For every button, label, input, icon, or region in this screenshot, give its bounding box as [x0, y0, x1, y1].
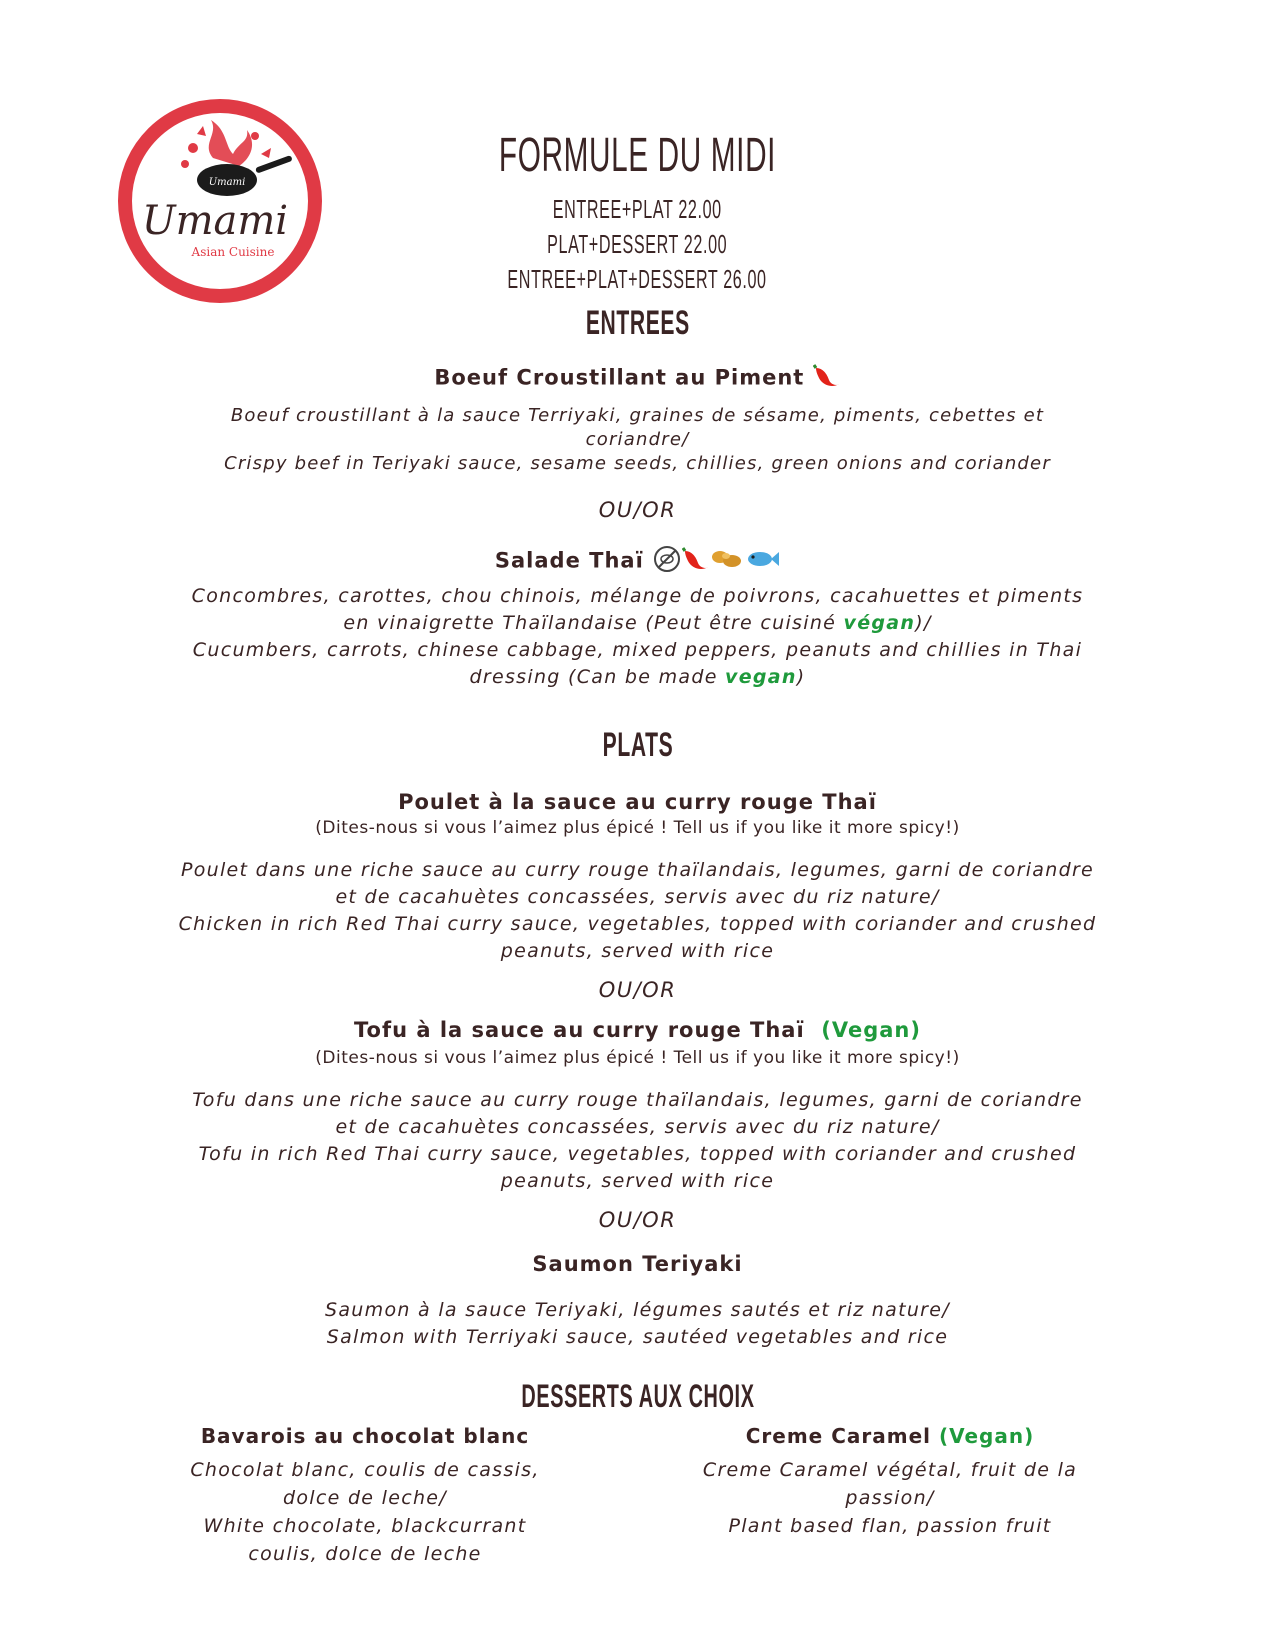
vegan-badge: (Vegan) — [938, 1424, 1035, 1448]
logo-brand-text: Umami — [141, 198, 289, 244]
fish-icon — [744, 547, 780, 576]
dish-title-saumon: Saumon Teriyaki — [532, 1252, 743, 1276]
peanut-icon — [710, 547, 744, 576]
dessert-desc: coulis, dolce de leche — [248, 1543, 482, 1565]
dish-desc-fr: Concombres, carottes, chou chinois, mélange de poivrons, cacahuettes et piments — [191, 585, 1084, 607]
dessert-desc: Chocolat blanc, coulis de cassis, — [190, 1459, 540, 1481]
dessert-desc: dolce de leche/ — [283, 1487, 447, 1509]
dish-desc-fr: et de cacahuètes concassées, servis avec du riz nature/ — [335, 1116, 940, 1138]
price-line: ENTREE+PLAT+DESSERT 26.00 — [507, 264, 768, 294]
dish-desc-en: Cucumbers, carrots, chinese cabbage, mixed peppers, peanuts and chillies in Thai — [192, 639, 1083, 661]
price-line: ENTREE+PLAT 22.00 — [553, 194, 722, 224]
section-heading-plats: PLATS — [602, 726, 673, 764]
dessert-desc: Creme Caramel végétal, fruit de la — [702, 1459, 1078, 1481]
logo-pan-text: Umami — [208, 177, 246, 188]
dish-desc-en: Salmon with Terriyaki sauce, sautéed vegetables and rice — [326, 1326, 949, 1348]
logo-subtitle-text: Asian Cuisine — [191, 245, 275, 259]
or-separator: OU/OR — [598, 498, 677, 522]
dessert-title — [670, 1424, 1110, 1448]
plats-heading-wrapper — [0, 726, 1275, 765]
dish-title-tofu — [0, 1018, 1275, 1042]
no-meat-icon — [652, 544, 682, 579]
dish-title-text: Tofu à la sauce au curry rouge Thaï — [354, 1018, 805, 1042]
dish-title-text: Boeuf Croustillant au Piment — [434, 365, 805, 390]
dish-desc-fr: coriandre/ — [585, 429, 690, 450]
price-line-1-wrapper — [0, 194, 1275, 225]
dish-desc-fr: Saumon à la sauce Teriyaki, légumes sautés et riz nature/ — [325, 1299, 950, 1321]
vegan-badge: (Vegan) — [821, 1018, 921, 1042]
dish-title-salade — [0, 544, 1275, 579]
or-separator: OU/OR — [598, 1208, 677, 1232]
dish-title-text: Salade Thaï — [494, 548, 644, 573]
dessert-title: Bavarois au chocolat blanc — [200, 1424, 530, 1448]
dessert-left — [160, 1424, 570, 1568]
dessert-right — [670, 1424, 1110, 1540]
or-separator: OU/OR — [598, 978, 677, 1002]
vegan-highlight: végan — [843, 612, 916, 634]
desc-text: ) — [796, 666, 806, 688]
section-heading-desserts: DESSERTS AUX CHOIX — [520, 1378, 755, 1414]
dessert-desc: White chocolate, blackcurrant — [203, 1515, 527, 1537]
dessert-title-text: Creme Caramel — [745, 1424, 931, 1448]
page-title: FORMULE DU MIDI — [498, 129, 777, 182]
dish-desc-fr: Boeuf croustillant à la sauce Terriyaki, graines de sésame, piments, cebettes et — [230, 405, 1045, 426]
dish-desc-en: Chicken in rich Red Thai curry sauce, vegetables, topped with coriander and crushed — [178, 913, 1097, 935]
vegan-highlight: vegan — [725, 666, 797, 688]
dish-desc-en: peanuts, served with rice — [500, 1170, 775, 1192]
spice-note: (Dites-nous si vous l’aimez plus épicé ! Tell us if you like it more spicy!) — [315, 1048, 960, 1068]
dish-desc-fr: et de cacahuètes concassées, servis avec du riz nature/ — [335, 886, 940, 908]
dish-desc-en: Crispy beef in Teriyaki sauce, sesame seeds, chillies, green onions and coriander — [224, 453, 1051, 474]
desc-text: dressing (Can be made — [469, 666, 726, 688]
price-line-2-wrapper — [0, 229, 1275, 260]
dish-desc-en: peanuts, served with rice — [500, 940, 775, 962]
desc-text: )/ — [915, 612, 932, 634]
price-line: PLAT+DESSERT 22.00 — [547, 229, 728, 259]
dish-desc-fr: Poulet dans une riche sauce au curry rouge thaïlandais, legumes, garni de coriandre — [180, 859, 1095, 881]
chili-icon — [813, 364, 841, 393]
dish-desc-fr — [0, 609, 1275, 637]
dish-title-boeuf — [0, 364, 1275, 393]
dish-title-poulet: Poulet à la sauce au curry rouge Thaï — [398, 790, 877, 814]
dessert-desc: passion/ — [845, 1487, 935, 1509]
title-wrapper — [0, 128, 1275, 183]
desserts-heading-wrapper — [0, 1378, 1275, 1415]
desc-text: en vinaigrette Thaïlandaise (Peut être cuisiné — [343, 612, 844, 634]
price-line-3-wrapper — [0, 264, 1275, 295]
dish-desc-en: Tofu in rich Red Thai curry sauce, vegetables, topped with coriander and crushed — [198, 1143, 1077, 1165]
dessert-desc: Plant based flan, passion fruit — [728, 1515, 1052, 1537]
spice-note: (Dites-nous si vous l’aimez plus épicé ! Tell us if you like it more spicy!) — [315, 818, 960, 838]
chili-icon — [682, 547, 710, 576]
dish-desc-fr: Tofu dans une riche sauce au curry rouge thaïlandais, legumes, garni de coriandre — [192, 1089, 1083, 1111]
section-heading-entrees: ENTREES — [585, 304, 690, 342]
entrees-heading-wrapper — [0, 304, 1275, 343]
dish-desc-en — [0, 663, 1275, 691]
